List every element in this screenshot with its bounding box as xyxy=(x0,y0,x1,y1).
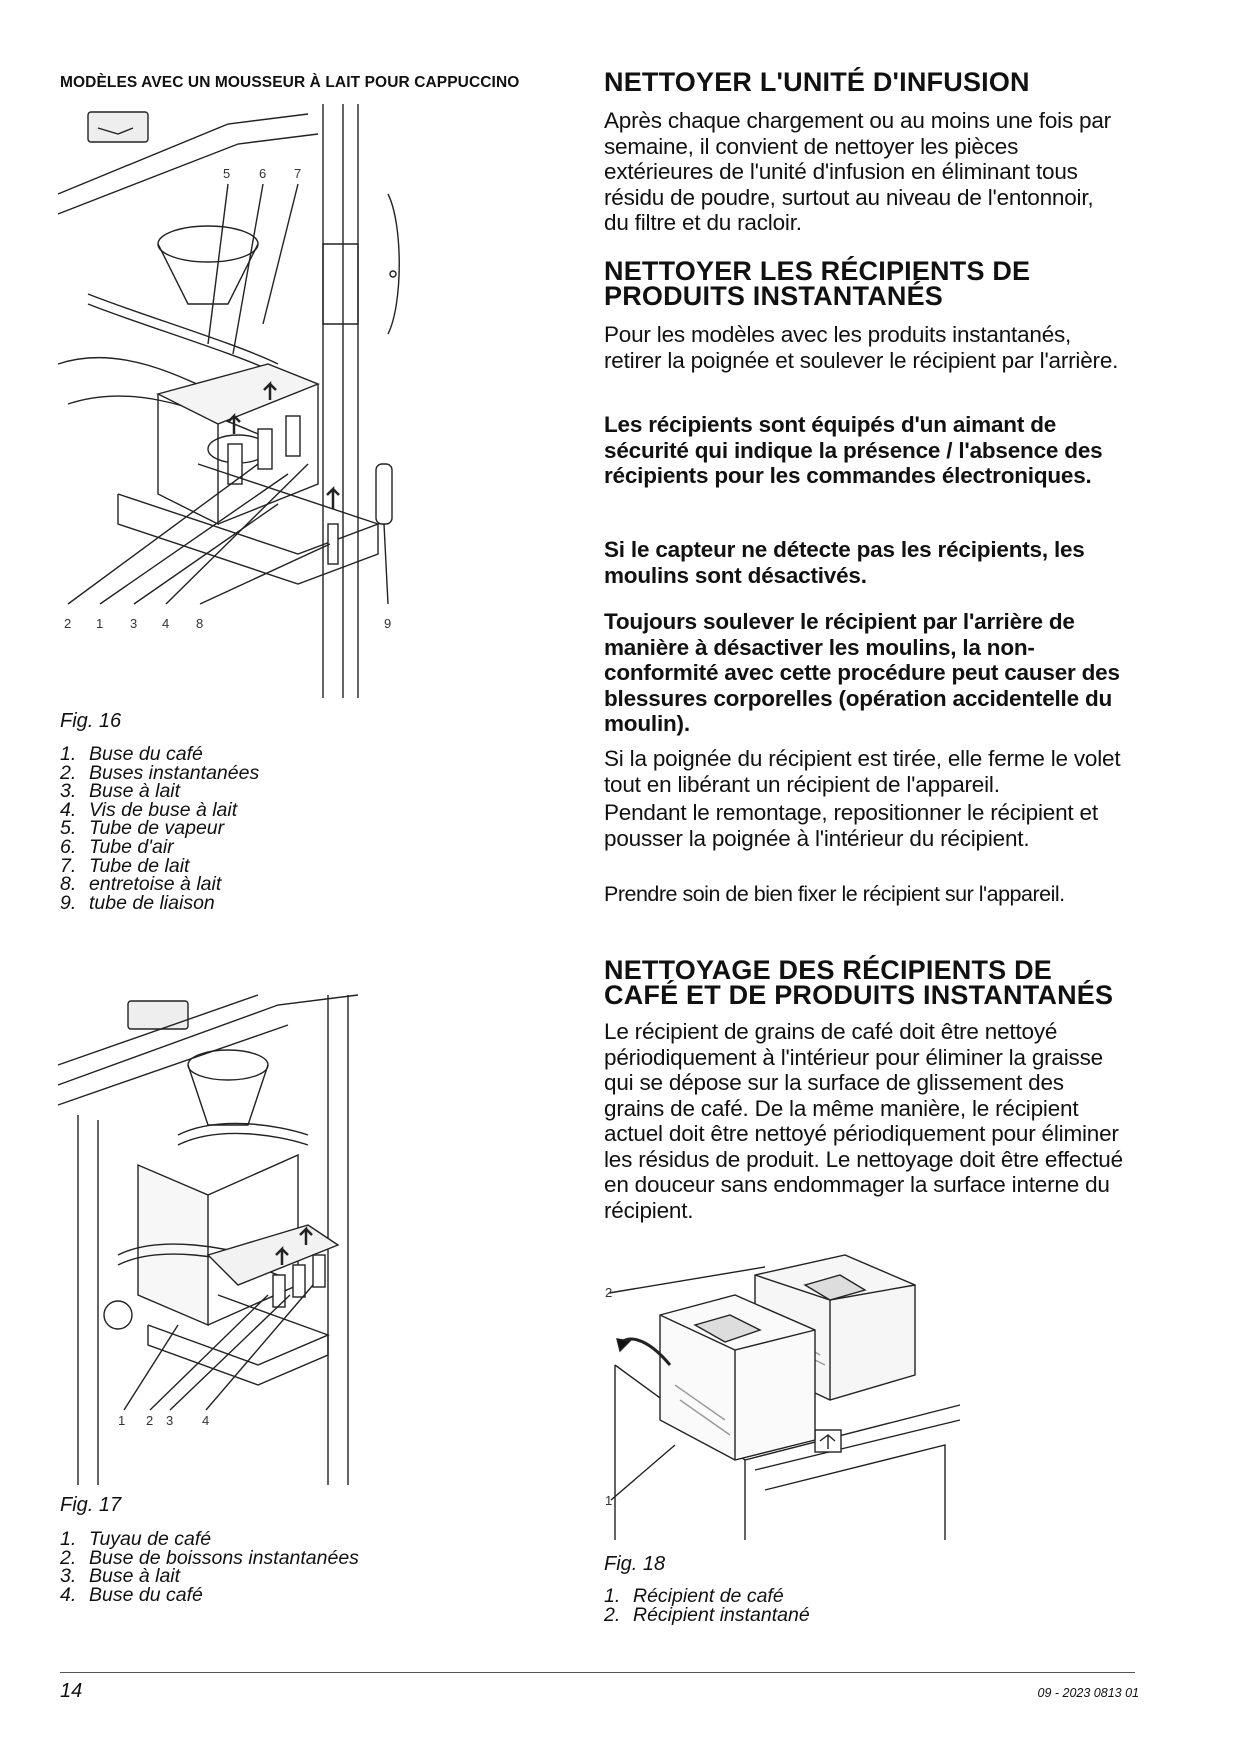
fig17-callout-2: 2 xyxy=(146,1413,154,1428)
legend-item: 7. Tube de lait xyxy=(60,854,190,877)
legend-item: 8. entretoise à lait xyxy=(60,873,222,896)
figure-16-illustration xyxy=(58,104,473,698)
fig16-callout-5: 5 xyxy=(223,166,231,181)
figure-17-caption: Fig. 17 xyxy=(60,1494,122,1516)
fig16-callout-7: 7 xyxy=(294,166,302,181)
legend-item: 3. Buse à lait xyxy=(60,1565,181,1588)
legend-item: 6. Tube d'air xyxy=(60,835,174,858)
legend-item: 1. Récipient de café xyxy=(604,1585,784,1607)
figure-18-drawing xyxy=(605,1255,960,1540)
fig16-callout-8: 8 xyxy=(196,616,204,631)
title-line: CAFÉ ET DE PRODUITS INSTANTANÉS xyxy=(604,980,1114,1010)
legend-item: 4. Buse du café xyxy=(60,1583,203,1606)
legend-item: 2. Buses instantanées xyxy=(60,761,260,784)
title-line: NETTOYAGE DES RÉCIPIENTS DE xyxy=(604,955,1052,985)
fig18-callout-2: 2 xyxy=(605,1285,613,1300)
section-body-cleaning: Le récipient de grains de café doit être nettoyé périodiquement à l'intérieur pour éliminer la graisse qui se dépose sur la surface de glissement des grains de café. De la même manière, le récipient actuel doit être nettoyé périodiquement pour éliminer les résidus de produit. Le nettoyage doit être effectué en douceur sans endommager la surface interne du récipient. xyxy=(604,1019,1123,1223)
legend-item: 4. Vis de buse à lait xyxy=(60,798,238,821)
section-title-infusion: NETTOYER L'UNITÉ D'INFUSION xyxy=(604,67,1030,97)
page-header-title: MODÈLES AVEC UN MOUSSEUR À LAIT POUR CAPPUCCINO xyxy=(60,74,520,91)
figure-16-legend xyxy=(60,745,259,912)
paragraph: Si la poignée du récipient est tirée, elle ferme le volet tout en libérant un récipient de l'appareil. xyxy=(604,746,1121,797)
fig16-callout-6: 6 xyxy=(259,166,267,181)
figure-17-legend xyxy=(60,1530,359,1604)
footer-divider xyxy=(60,1672,1135,1673)
section-title-instant-containers xyxy=(604,256,1031,311)
paragraph: Pour les modèles avec les produits instantanés, retirer la poignée et soulever le récipient par l'arrière. xyxy=(604,322,1119,373)
paragraph: Prendre soin de bien fixer le récipient sur l'appareil. xyxy=(604,882,1065,906)
legend-item: 2. Récipient instantané xyxy=(604,1603,810,1626)
legend-item: 3. Buse à lait xyxy=(60,780,181,803)
paragraph: Pendant le remontage, repositionner le récipient et pousser la poignée à l'intérieur du récipient. xyxy=(604,800,1098,851)
document-code: 09 - 2023 0813 01 xyxy=(1037,1686,1139,1700)
warning-paragraph: Toujours soulever le récipient par l'arrière de manière à désactiver les moulins, la non-conformité avec cette procédure peut causer des blessures corporelles (opération accidentelle du moulin). xyxy=(604,609,1120,736)
warning-paragraph: Les récipients sont équipés d'un aimant de sécurité qui indique la présence / l'absence des récipients pour les commandes électroniques. xyxy=(604,412,1103,488)
fig17-callout-4: 4 xyxy=(202,1413,210,1428)
fig16-callout-9: 9 xyxy=(384,616,392,631)
fig17-callout-3: 3 xyxy=(166,1413,174,1428)
fig18-callout-1: 1 xyxy=(605,1493,613,1508)
figure-18-caption: Fig. 18 xyxy=(604,1553,666,1575)
legend-item: 5. Tube de vapeur xyxy=(60,817,225,840)
section-body-infusion: Après chaque chargement ou au moins une fois par semaine, il convient de nettoyer les pièces extérieures de l'unité d'infusion en éliminant tous résidu de poudre, surtout au niveau de l'entonnoir, du filtre et du racloir. xyxy=(604,108,1111,235)
page-number: 14 xyxy=(60,1680,83,1702)
title-line: PRODUITS INSTANTANÉS xyxy=(604,281,944,311)
figure-17-illustration xyxy=(58,995,398,1485)
figure-17-drawing xyxy=(58,995,398,1485)
figure-16-drawing xyxy=(58,104,473,698)
fig16-callout-1: 1 xyxy=(96,616,104,631)
fig16-callout-3: 3 xyxy=(130,616,138,631)
figure-18-illustration xyxy=(605,1255,960,1540)
legend-item: 9. tube de liaison xyxy=(60,891,215,914)
legend-item: 1. Tuyau de café xyxy=(60,1528,212,1550)
legend-item: 2. Buse de boissons instantanées xyxy=(60,1546,359,1569)
fig16-callout-4: 4 xyxy=(162,616,170,631)
figure-18-legend xyxy=(604,1587,810,1624)
fig16-callout-2: 2 xyxy=(64,616,72,631)
section-title-cleaning-containers xyxy=(604,955,1114,1010)
figure-16-caption: Fig. 16 xyxy=(60,710,122,732)
warning-paragraph: Si le capteur ne détecte pas les récipients, les moulins sont désactivés. xyxy=(604,537,1085,588)
legend-item: 1. Buse du café xyxy=(60,743,203,765)
title-line: NETTOYER LES RÉCIPIENTS DE xyxy=(604,256,1031,286)
fig17-callout-1: 1 xyxy=(118,1413,126,1428)
